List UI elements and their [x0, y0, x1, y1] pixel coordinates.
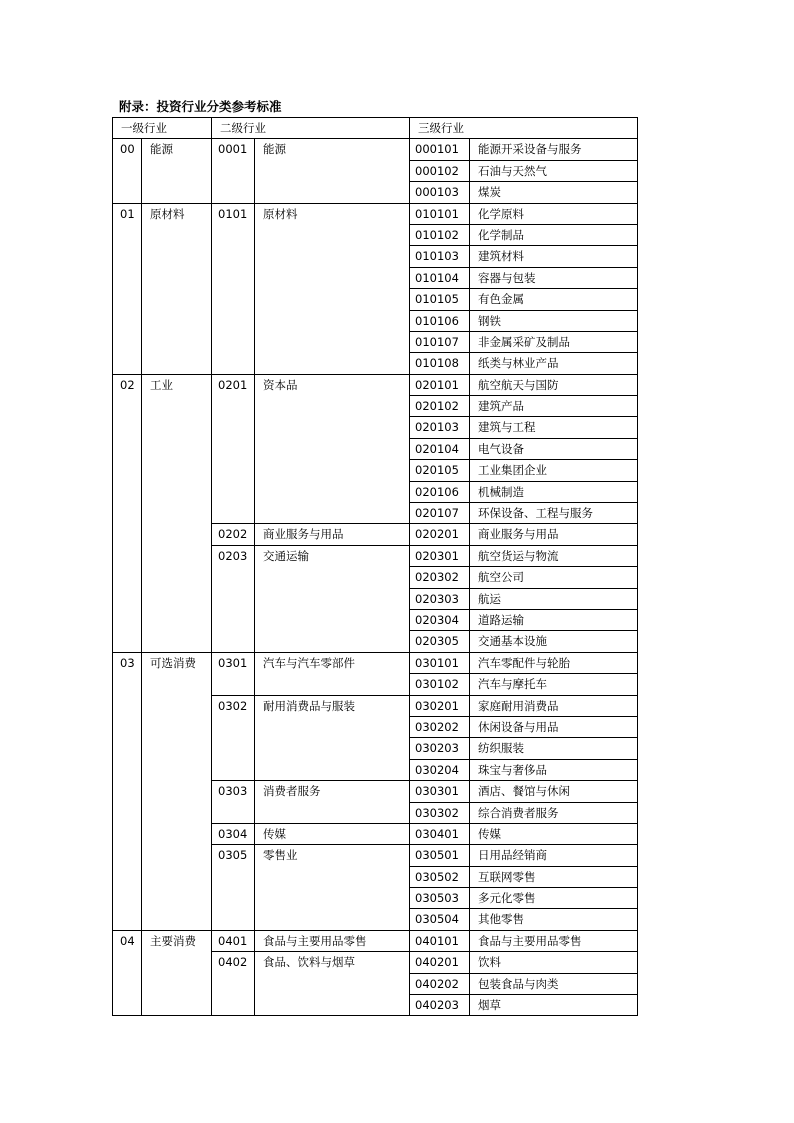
item-name: 航空公司 — [470, 567, 638, 588]
item-code: 040201 — [410, 952, 470, 973]
group-code: 0201 — [212, 374, 255, 524]
item-name: 煤炭 — [470, 182, 638, 203]
header-level2: 二级行业 — [212, 118, 410, 139]
table-row — [113, 139, 638, 160]
item-code: 010102 — [410, 224, 470, 245]
item-name: 机械制造 — [470, 481, 638, 502]
item-code: 040101 — [410, 930, 470, 951]
group-code: 0303 — [212, 781, 255, 824]
item-code: 020102 — [410, 396, 470, 417]
item-name: 酒店、餐馆与休闲 — [470, 781, 638, 802]
item-code: 030102 — [410, 674, 470, 695]
item-code: 020302 — [410, 567, 470, 588]
item-code: 020103 — [410, 417, 470, 438]
item-code: 020105 — [410, 460, 470, 481]
sector-code: 04 — [113, 930, 142, 1016]
sector-name: 工业 — [142, 374, 212, 652]
item-name: 互联网零售 — [470, 866, 638, 887]
item-name: 传媒 — [470, 823, 638, 844]
item-name: 汽车零配件与轮胎 — [470, 652, 638, 673]
item-code: 020107 — [410, 503, 470, 524]
item-code: 030201 — [410, 695, 470, 716]
item-code: 030501 — [410, 845, 470, 866]
group-name: 原材料 — [255, 203, 410, 374]
sector-name: 原材料 — [142, 203, 212, 374]
item-code: 000103 — [410, 182, 470, 203]
item-name: 非金属采矿及制品 — [470, 331, 638, 352]
sector-code: 03 — [113, 652, 142, 930]
table-header-row — [113, 118, 638, 139]
item-name: 建筑材料 — [470, 246, 638, 267]
item-name: 航运 — [470, 588, 638, 609]
item-name: 钢铁 — [470, 310, 638, 331]
item-code: 010101 — [410, 203, 470, 224]
group-code: 0401 — [212, 930, 255, 951]
industry-classification-table — [112, 117, 638, 1016]
group-name: 资本品 — [255, 374, 410, 524]
item-name: 汽车与摩托车 — [470, 674, 638, 695]
item-code: 040202 — [410, 973, 470, 994]
document-title: 附录：投资行业分类参考标准 — [119, 99, 282, 114]
item-code: 030101 — [410, 652, 470, 673]
item-code: 020104 — [410, 438, 470, 459]
group-code: 0301 — [212, 652, 255, 695]
item-code: 030204 — [410, 759, 470, 780]
header-level1: 一级行业 — [113, 118, 212, 139]
item-code: 010103 — [410, 246, 470, 267]
item-code: 010106 — [410, 310, 470, 331]
item-code: 010108 — [410, 353, 470, 374]
item-name: 工业集团企业 — [470, 460, 638, 481]
item-code: 030504 — [410, 909, 470, 930]
item-name: 饮料 — [470, 952, 638, 973]
item-code: 030202 — [410, 716, 470, 737]
item-name: 航空航天与国防 — [470, 374, 638, 395]
sector-code: 01 — [113, 203, 142, 374]
group-name: 食品与主要用品零售 — [255, 930, 410, 951]
group-code: 0101 — [212, 203, 255, 374]
table-body — [113, 118, 638, 1016]
item-name: 纸类与林业产品 — [470, 353, 638, 374]
sector-code: 00 — [113, 139, 142, 203]
item-name: 多元化零售 — [470, 888, 638, 909]
item-name: 综合消费者服务 — [470, 802, 638, 823]
item-name: 交通基本设施 — [470, 631, 638, 652]
item-code: 000102 — [410, 160, 470, 181]
group-code: 0304 — [212, 823, 255, 844]
item-name: 食品与主要用品零售 — [470, 930, 638, 951]
group-name: 食品、饮料与烟草 — [255, 952, 410, 1016]
item-name: 有色金属 — [470, 289, 638, 310]
group-name: 消费者服务 — [255, 781, 410, 824]
item-name: 珠宝与奢侈品 — [470, 759, 638, 780]
group-name: 零售业 — [255, 845, 410, 931]
item-code: 040203 — [410, 995, 470, 1016]
item-name: 纺织服装 — [470, 738, 638, 759]
item-name: 环保设备、工程与服务 — [470, 503, 638, 524]
item-code: 030203 — [410, 738, 470, 759]
item-code: 020201 — [410, 524, 470, 545]
group-code: 0001 — [212, 139, 255, 203]
item-code: 010104 — [410, 267, 470, 288]
item-code: 020304 — [410, 609, 470, 630]
group-name: 能源 — [255, 139, 410, 203]
table-row — [113, 374, 638, 395]
item-code: 030302 — [410, 802, 470, 823]
item-name: 容器与包装 — [470, 267, 638, 288]
group-code: 0305 — [212, 845, 255, 931]
item-name: 建筑与工程 — [470, 417, 638, 438]
item-name: 能源开采设备与服务 — [470, 139, 638, 160]
item-code: 020305 — [410, 631, 470, 652]
item-name: 其他零售 — [470, 909, 638, 930]
sector-code: 02 — [113, 374, 142, 652]
item-code: 020301 — [410, 545, 470, 566]
item-name: 化学原料 — [470, 203, 638, 224]
item-code: 010107 — [410, 331, 470, 352]
table-row — [113, 203, 638, 224]
item-code: 030301 — [410, 781, 470, 802]
item-code: 020303 — [410, 588, 470, 609]
item-code: 030502 — [410, 866, 470, 887]
item-name: 石油与天然气 — [470, 160, 638, 181]
group-code: 0202 — [212, 524, 255, 545]
item-code: 020106 — [410, 481, 470, 502]
group-code: 0302 — [212, 695, 255, 781]
item-code: 030503 — [410, 888, 470, 909]
item-code: 020101 — [410, 374, 470, 395]
group-name: 汽车与汽车零部件 — [255, 652, 410, 695]
sector-name: 可选消费 — [142, 652, 212, 930]
header-level3: 三级行业 — [410, 118, 638, 139]
item-name: 电气设备 — [470, 438, 638, 459]
item-name: 烟草 — [470, 995, 638, 1016]
group-name: 交通运输 — [255, 545, 410, 652]
item-name: 日用品经销商 — [470, 845, 638, 866]
item-name: 化学制品 — [470, 224, 638, 245]
group-name: 传媒 — [255, 823, 410, 844]
group-name: 耐用消费品与服装 — [255, 695, 410, 781]
group-name: 商业服务与用品 — [255, 524, 410, 545]
sector-name: 能源 — [142, 139, 212, 203]
item-name: 家庭耐用消费品 — [470, 695, 638, 716]
group-code: 0203 — [212, 545, 255, 652]
item-name: 休闲设备与用品 — [470, 716, 638, 737]
item-code: 030401 — [410, 823, 470, 844]
group-code: 0402 — [212, 952, 255, 1016]
item-name: 商业服务与用品 — [470, 524, 638, 545]
item-code: 010105 — [410, 289, 470, 310]
table-row — [113, 652, 638, 673]
item-name: 建筑产品 — [470, 396, 638, 417]
item-name: 包装食品与肉类 — [470, 973, 638, 994]
item-name: 道路运输 — [470, 609, 638, 630]
table-row — [113, 930, 638, 951]
item-code: 000101 — [410, 139, 470, 160]
item-name: 航空货运与物流 — [470, 545, 638, 566]
sector-name: 主要消费 — [142, 930, 212, 1016]
